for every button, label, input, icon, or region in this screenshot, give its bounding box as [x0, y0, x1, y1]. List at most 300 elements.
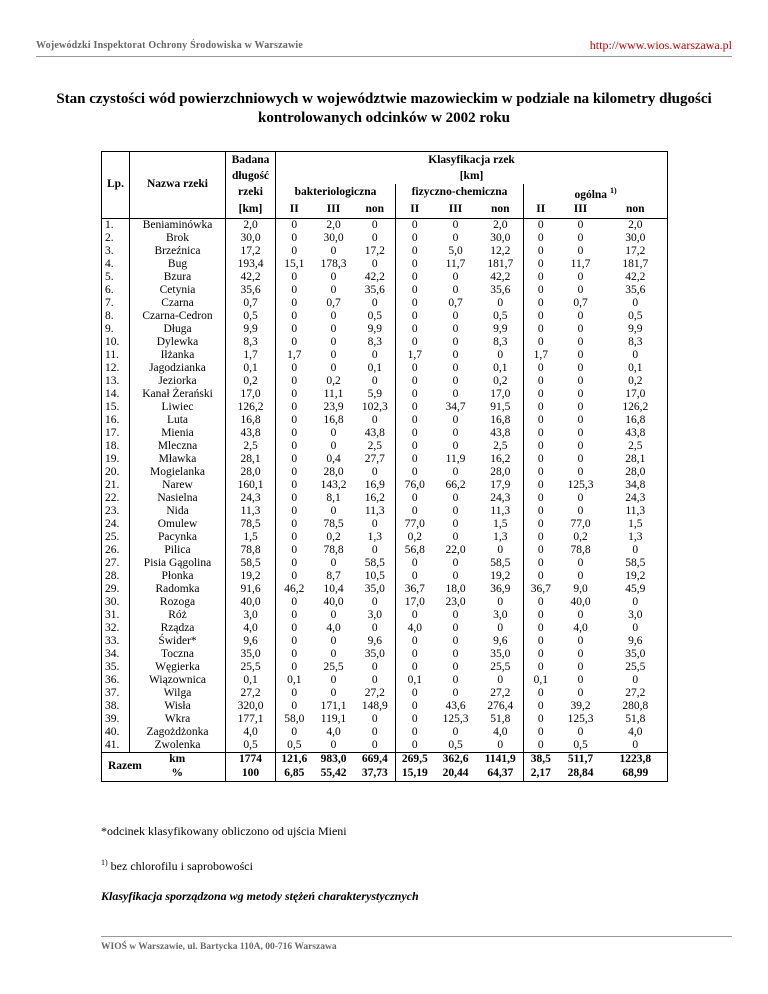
row-lp: 3.: [102, 245, 130, 258]
row-value: 0: [577, 387, 584, 400]
row-value: 35,0: [355, 583, 396, 596]
row-lp: 39.: [102, 713, 130, 726]
row-value: 0: [537, 439, 544, 452]
row-value: 0,4: [326, 452, 341, 465]
row-value: 24,3: [226, 492, 276, 505]
row-value: 0: [478, 297, 524, 310]
row-value: 0: [411, 738, 418, 751]
table-row: [102, 609, 668, 622]
row-value: 0,2: [604, 375, 668, 388]
row-value: 77,0: [404, 517, 425, 530]
row-river-name: Węgierka: [130, 661, 226, 674]
summary-row-km: [102, 752, 668, 767]
summary-value: 15,19: [396, 767, 434, 782]
row-value: 0: [537, 296, 544, 309]
row-value: 0: [537, 608, 544, 621]
row-river-name: Dylewka: [130, 336, 226, 349]
row-value: 78,8: [226, 544, 276, 557]
row-value: 10,4: [323, 582, 344, 595]
row-value: 0,2: [478, 375, 524, 388]
rivers-table-wrapper: [101, 151, 667, 782]
row-value: 11,3: [226, 505, 276, 518]
row-value: 19,2: [226, 570, 276, 583]
row-value: 0,1: [407, 673, 422, 686]
row-value: 91,5: [478, 401, 524, 414]
row-lp: 16.: [102, 414, 130, 427]
row-value: 0: [330, 673, 337, 686]
table-row: [102, 362, 668, 375]
row-value: 0: [291, 439, 298, 452]
header-divider: [36, 56, 732, 57]
footnote-method: Klasyfikacja sporządzona wg metody stężeń charakterystycznych: [101, 889, 419, 903]
row-value: 171,1: [320, 699, 347, 712]
row-value: 0: [478, 544, 524, 557]
header-lp: Lp.: [102, 152, 130, 219]
row-value: 1,5: [226, 531, 276, 544]
row-value: 0: [537, 374, 544, 387]
row-river-name: Bug: [130, 258, 226, 271]
row-value: 126,2: [226, 401, 276, 414]
row-value: 0: [537, 283, 544, 296]
row-value: 0: [291, 244, 298, 257]
row-value: 46,2: [284, 582, 305, 595]
row-value: 0: [411, 465, 418, 478]
table-row: [102, 284, 668, 297]
row-value: 11,3: [478, 505, 524, 518]
row-lp: 36.: [102, 674, 130, 687]
row-value: 0: [330, 439, 337, 452]
row-value: 0,2: [326, 530, 341, 543]
row-value: 17,0: [404, 595, 425, 608]
row-value: 0: [537, 725, 544, 738]
row-value: 0: [411, 491, 418, 504]
row-value: 0: [478, 349, 524, 362]
row-value: 0: [478, 739, 524, 753]
row-value: 0: [330, 686, 337, 699]
row-lp: 17.: [102, 427, 130, 440]
row-value: 42,2: [478, 271, 524, 284]
row-value: 178,3: [320, 257, 347, 270]
row-value: 0: [355, 726, 396, 739]
row-lp: 27.: [102, 557, 130, 570]
row-value: 0: [577, 569, 584, 582]
row-value: 0: [291, 296, 298, 309]
row-value: 78,5: [323, 517, 344, 530]
row-value: 0: [577, 270, 584, 283]
row-value: 0: [577, 504, 584, 517]
row-value: 0: [291, 309, 298, 322]
summary-value: 983,0: [313, 752, 355, 767]
row-lp: 19.: [102, 453, 130, 466]
row-river-name: Beniaminówka: [130, 218, 226, 232]
row-value: 0: [355, 674, 396, 687]
row-lp: 40.: [102, 726, 130, 739]
row-value: 0: [355, 297, 396, 310]
footer-divider: [101, 936, 732, 937]
row-river-name: Jagodzianka: [130, 362, 226, 375]
row-value: 9,6: [226, 635, 276, 648]
row-value: 0: [537, 387, 544, 400]
row-value: 0: [537, 257, 544, 270]
row-value: 8,3: [226, 336, 276, 349]
row-value: 0: [411, 387, 418, 400]
row-value: 0: [537, 634, 544, 647]
summary-value: 1774: [226, 752, 276, 767]
row-value: 15,1: [284, 257, 305, 270]
row-value: 17,0: [478, 388, 524, 401]
row-value: 0: [291, 543, 298, 556]
table-row: [102, 570, 668, 583]
row-value: 0: [537, 621, 544, 634]
header-group-fiz: fizyczno-chemiczna: [396, 184, 524, 202]
row-value: 0: [330, 634, 337, 647]
row-value: 0: [604, 349, 668, 362]
row-value: 2,5: [226, 440, 276, 453]
row-value: 126,2: [604, 401, 668, 414]
row-value: 0: [537, 738, 544, 751]
row-value: 160,1: [226, 479, 276, 492]
row-value: 4,0: [326, 725, 341, 738]
table-row: [102, 544, 668, 557]
row-value: 0: [330, 335, 337, 348]
row-value: 35,6: [226, 284, 276, 297]
row-value: 0: [537, 400, 544, 413]
summary-value: 1141,9: [478, 752, 524, 767]
row-value: 16,2: [355, 492, 396, 505]
row-value: 0: [604, 739, 668, 753]
row-value: 0: [411, 712, 418, 725]
row-value: 24,3: [478, 492, 524, 505]
header-length-4: [km]: [226, 202, 276, 219]
row-value: 28,0: [604, 466, 668, 479]
summary-unit: %: [130, 767, 226, 782]
row-value: 0,7: [326, 296, 341, 309]
row-value: 0: [577, 361, 584, 374]
row-value: 9,9: [355, 323, 396, 336]
row-value: 42,2: [226, 271, 276, 284]
row-value: 9,9: [478, 323, 524, 336]
row-value: 0: [604, 297, 668, 310]
row-value: 4,0: [226, 726, 276, 739]
summary-unit: km: [130, 752, 226, 767]
row-value: 10,5: [355, 570, 396, 583]
row-value: 17,9: [478, 479, 524, 492]
row-value: 0: [355, 232, 396, 245]
row-value: 34,7: [445, 400, 466, 413]
row-value: 4,0: [226, 622, 276, 635]
row-river-name: Płonka: [130, 570, 226, 583]
row-value: 0,5: [355, 310, 396, 323]
row-value: 0: [411, 309, 418, 322]
table-row: [102, 271, 668, 284]
row-value: 0: [452, 439, 459, 452]
row-value: 0: [558, 218, 604, 232]
row-river-name: Zwolenka: [130, 739, 226, 753]
row-value: 0,5: [604, 310, 668, 323]
row-river-name: Liwiec: [130, 401, 226, 414]
row-river-name: Mławka: [130, 453, 226, 466]
row-value: 43,8: [478, 427, 524, 440]
row-value: 0: [411, 361, 418, 374]
row-value: 181,7: [604, 258, 668, 271]
row-value: 0: [604, 596, 668, 609]
row-value: 143,2: [320, 478, 347, 491]
row-value: 0: [537, 517, 544, 530]
row-value: 0,2: [226, 375, 276, 388]
row-value: 0,7: [226, 297, 276, 310]
row-value: 2,0: [604, 218, 668, 232]
row-value: 0: [411, 634, 418, 647]
table-row: [102, 232, 668, 245]
row-value: 0: [276, 218, 313, 232]
table-row: [102, 726, 668, 739]
table-row: [102, 323, 668, 336]
table-row: [102, 648, 668, 661]
row-value: 0: [411, 569, 418, 582]
row-value: 0,5: [448, 738, 463, 751]
row-value: 0: [452, 387, 459, 400]
row-river-name: Mleczna: [130, 440, 226, 453]
row-value: 27,7: [355, 453, 396, 466]
row-river-name: Luta: [130, 414, 226, 427]
row-value: 16,9: [355, 479, 396, 492]
row-value: 16,8: [478, 414, 524, 427]
summary-value: 511,7: [558, 752, 604, 767]
row-value: 0: [452, 491, 459, 504]
row-value: 23,9: [323, 400, 344, 413]
row-value: 102,3: [355, 401, 396, 414]
row-value: 0: [291, 699, 298, 712]
row-lp: 12.: [102, 362, 130, 375]
row-value: 0: [537, 426, 544, 439]
row-value: 0: [355, 258, 396, 271]
row-value: 0: [452, 647, 459, 660]
row-value: 0: [452, 725, 459, 738]
summary-value: 28,84: [558, 767, 604, 782]
row-river-name: Toczna: [130, 648, 226, 661]
row-value: 58,5: [355, 557, 396, 570]
row-value: 16,8: [604, 414, 668, 427]
row-value: 0: [355, 713, 396, 726]
row-value: 0: [291, 387, 298, 400]
footnote-asterisk: *odcinek klasyfikowany obliczono od ujścia Mieni: [101, 824, 347, 838]
row-value: 0,1: [226, 674, 276, 687]
row-lp: 29.: [102, 583, 130, 596]
row-value: 0: [330, 270, 337, 283]
summary-value: 2,17: [524, 767, 558, 782]
row-value: 0: [330, 647, 337, 660]
sub-fiz-non: non: [478, 202, 524, 219]
row-value: 25,5: [478, 661, 524, 674]
row-value: 58,5: [226, 557, 276, 570]
row-value: 58,0: [284, 712, 305, 725]
row-lp: 1.: [102, 218, 130, 232]
row-value: 0: [537, 309, 544, 322]
row-value: 78,8: [570, 543, 591, 556]
row-river-name: Długa: [130, 323, 226, 336]
row-value: 11,3: [604, 505, 668, 518]
sub-bakt-ii: II: [289, 203, 299, 216]
row-value: 9,9: [226, 323, 276, 336]
row-value: 43,8: [226, 427, 276, 440]
row-value: 77,0: [570, 517, 591, 530]
row-lp: 35.: [102, 661, 130, 674]
row-river-name: Rządza: [130, 622, 226, 635]
row-value: 2,5: [355, 440, 396, 453]
row-value: 0: [411, 647, 418, 660]
row-value: 125,3: [567, 712, 594, 725]
row-value: 0: [577, 348, 584, 361]
row-value: 8,3: [355, 336, 396, 349]
summary-value: 362,6: [434, 752, 478, 767]
table-row: [102, 596, 668, 609]
row-value: 0: [291, 335, 298, 348]
row-value: 0: [355, 622, 396, 635]
row-value: 0: [604, 674, 668, 687]
row-value: 8,3: [604, 336, 668, 349]
table-row: [102, 557, 668, 570]
row-value: 0: [291, 478, 298, 491]
row-river-name: Pisia Gągolina: [130, 557, 226, 570]
row-value: 28,1: [604, 453, 668, 466]
row-value: 3,0: [355, 609, 396, 622]
row-value: 0: [577, 244, 584, 257]
row-value: 0: [411, 725, 418, 738]
row-value: 148,9: [355, 700, 396, 713]
summary-value: 68,99: [604, 767, 668, 782]
row-value: 0: [291, 413, 298, 426]
summary-value: 121,6: [276, 752, 313, 767]
sub-bakt-iii: III: [326, 203, 341, 216]
row-value: 25,5: [226, 661, 276, 674]
row-value: 2,0: [478, 218, 524, 232]
summary-value: 64,37: [478, 767, 524, 782]
row-value: 25,5: [323, 660, 344, 673]
row-value: 0: [330, 608, 337, 621]
row-value: 0: [452, 530, 459, 543]
row-value: 36,7: [404, 582, 425, 595]
row-value: 9,6: [604, 635, 668, 648]
row-value: 0: [396, 218, 434, 232]
row-river-name: Nasielna: [130, 492, 226, 505]
row-lp: 13.: [102, 375, 130, 388]
row-value: 0: [411, 374, 418, 387]
row-value: 0: [577, 725, 584, 738]
row-value: 0: [330, 738, 337, 751]
row-value: 0: [291, 374, 298, 387]
sub-og-iii: III: [573, 203, 588, 216]
row-value: 0: [577, 439, 584, 452]
table-row: [102, 622, 668, 635]
row-value: 0: [291, 283, 298, 296]
row-value: 27,2: [604, 687, 668, 700]
table-body: [102, 218, 668, 752]
table-row: [102, 687, 668, 700]
row-value: 0: [291, 608, 298, 621]
row-value: 0: [330, 556, 337, 569]
table-row: [102, 661, 668, 674]
row-lp: 22.: [102, 492, 130, 505]
row-value: 0: [291, 504, 298, 517]
row-river-name: Rozoga: [130, 596, 226, 609]
row-value: 8,1: [326, 491, 341, 504]
row-value: 19,2: [604, 570, 668, 583]
row-value: 0: [577, 452, 584, 465]
sub-fiz-iii: III: [448, 203, 463, 216]
table-row: [102, 388, 668, 401]
header-url-link[interactable]: http://www.wios.warszawa.pl: [589, 38, 732, 52]
row-value: 0: [291, 361, 298, 374]
row-value: 0: [452, 673, 459, 686]
row-value: 0,5: [573, 738, 588, 751]
row-value: 0: [411, 439, 418, 452]
row-value: 0: [330, 361, 337, 374]
row-value: 0: [577, 465, 584, 478]
row-value: 177,1: [226, 713, 276, 726]
row-value: 0: [452, 569, 459, 582]
row-value: 0: [577, 634, 584, 647]
row-value: 91,6: [226, 583, 276, 596]
row-value: 0: [291, 634, 298, 647]
row-value: 0: [452, 348, 459, 361]
row-value: 30,0: [323, 231, 344, 244]
row-lp: 25.: [102, 531, 130, 544]
table-row: [102, 635, 668, 648]
row-lp: 18.: [102, 440, 130, 453]
row-value: 0: [452, 660, 459, 673]
row-value: 0: [355, 349, 396, 362]
row-value: 0: [291, 426, 298, 439]
rivers-table: [101, 151, 668, 782]
row-value: 0: [291, 530, 298, 543]
row-value: 0: [537, 413, 544, 426]
table-row: [102, 349, 668, 362]
row-value: 3,0: [604, 609, 668, 622]
row-value: 0: [291, 270, 298, 283]
summary-value: 1223,8: [604, 752, 668, 767]
row-value: 56,8: [404, 543, 425, 556]
row-value: 9,9: [604, 323, 668, 336]
row-value: 0: [330, 322, 337, 335]
row-value: 0: [452, 504, 459, 517]
row-value: 0,7: [573, 296, 588, 309]
row-lp: 15.: [102, 401, 130, 414]
row-value: 18,0: [445, 582, 466, 595]
row-value: 0: [452, 361, 459, 374]
row-value: 11,7: [570, 257, 591, 270]
row-value: 0: [434, 218, 478, 232]
row-value: 30,0: [226, 232, 276, 245]
row-value: 40,0: [570, 595, 591, 608]
row-value: 0: [411, 231, 418, 244]
row-river-name: Wiązownica: [130, 674, 226, 687]
row-value: 0: [452, 322, 459, 335]
row-value: 0: [330, 244, 337, 257]
row-value: 0: [291, 322, 298, 335]
row-river-name: Iłżanka: [130, 349, 226, 362]
row-lp: 2.: [102, 232, 130, 245]
row-value: 0,1: [287, 673, 302, 686]
summary-value: 269,5: [396, 752, 434, 767]
row-value: 24,3: [604, 492, 668, 505]
table-row: [102, 492, 668, 505]
table-row: [102, 218, 668, 232]
row-value: 0: [411, 413, 418, 426]
row-value: 0: [291, 400, 298, 413]
row-value: 1,7: [226, 349, 276, 362]
row-value: 25,5: [604, 661, 668, 674]
table-row: [102, 583, 668, 596]
